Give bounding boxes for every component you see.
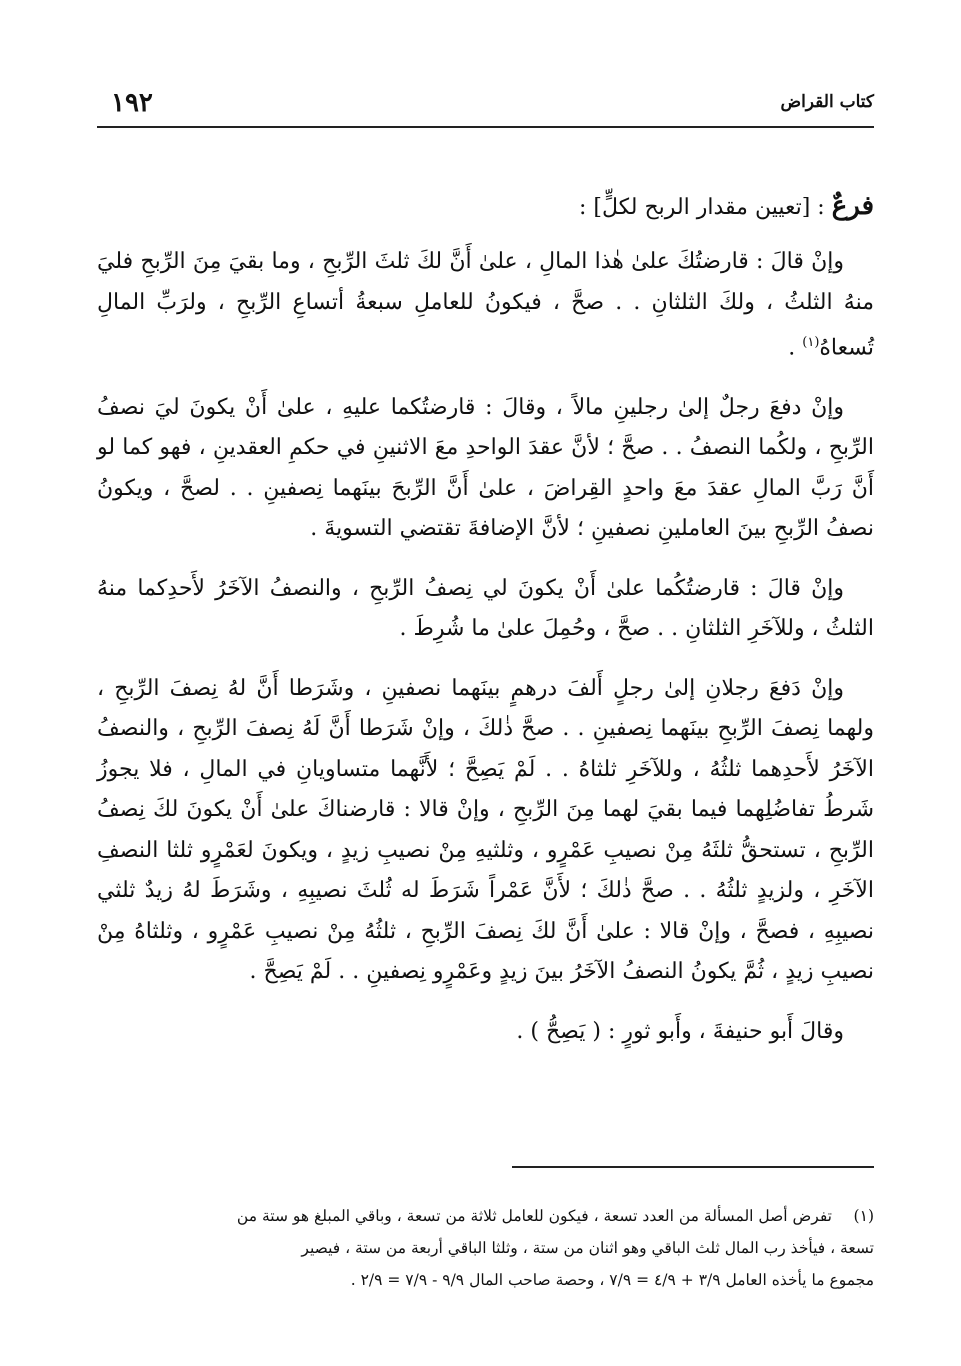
paragraph-3-text: وإنْ قالَ : قارضتُكُما علىٰ أَنْ يكونَ لي نِصفُ الرِّبحِ ، والنصفُ الآخَرُ لأَحدِكما منهُ الثلثُ ، وللآخَرِ الثلثانِ . . صحَّ ، وحُمِلَ علىٰ ما شُرِطَ . bbox=[97, 575, 874, 642]
footnote-line-3-prefix: مجموع ما يأخذه العامل bbox=[725, 1271, 874, 1289]
footnote-math-worker-share: ٣/٩ + ٤/٩ = ٧/٩ bbox=[609, 1271, 721, 1289]
paragraph-4 bbox=[97, 669, 874, 993]
footnote-math-owner-share: ٩/٩ - ٧/٩ = ٢/٩ bbox=[360, 1271, 465, 1289]
section-heading bbox=[97, 186, 874, 228]
header-divider bbox=[97, 126, 874, 128]
footnote-line-1-text: تفرض أصل المسألة من العدد تسعة ، فيكون للعامل ثلاثة من تسعة ، وباقي المبلغ هو ستة من bbox=[236, 1207, 832, 1225]
main-text bbox=[97, 186, 874, 1062]
paragraph-3 bbox=[97, 569, 874, 650]
paragraph-5 bbox=[97, 1012, 874, 1053]
section-label: فرعٌ bbox=[831, 191, 874, 221]
footnote-divider bbox=[512, 1166, 874, 1168]
page-number: ١٩٢ bbox=[111, 88, 153, 118]
footnote-line-3 bbox=[97, 1264, 874, 1296]
footnote-line-2 bbox=[97, 1232, 874, 1264]
paragraph-1-tail: . bbox=[788, 335, 803, 361]
paragraph-2-text: وإنْ دفعَ رجلٌ إلىٰ رجلينِ مالاً ، وقالَ : قارضتُكما عليهِ ، علىٰ أَنْ يكونَ ليَ نصفُ الرِّبحِ ، ولكُما النصفُ . . صحَّ ؛ لأنَّ عقدَ الواحدِ معَ الاثنينِ في حكمِ العقدينِ ، فهو كما لو أَنَّ رَبَّ المالِ عقدَ معَ واحدٍ القِراضَ ، علىٰ أَنَّ الرِّبحَ بينَهما نِصفينِ . . لصحَّ ، ويكونُ نصفُ الرِّبحِ بينَ العاملينِ نصفينِ ؛ لأنَّ الإضافةَ تقتضي التسويةَ . bbox=[97, 394, 874, 542]
page-header bbox=[97, 84, 874, 124]
footnote-line-3-mid: ، وحصة صاحب المال bbox=[469, 1271, 605, 1289]
running-title: كتاب القراض bbox=[780, 92, 874, 112]
paragraph-1 bbox=[97, 242, 874, 369]
footnote-reference: (١) bbox=[802, 335, 820, 350]
paragraph-1-text: وإنْ قالَ : قارضتُكَ علىٰ هٰذا المالِ ، علىٰ أَنَّ لكَ ثلثَ الرِّبحِ ، وما بقيَ مِنَ الرِّبحِ فليَ منهُ الثلثُ ، ولكَ الثلثانِ . . صحَّ ، فيكونُ للعاملِ سبعةُ أتساعِ الرِّبحِ ، ولرَبِّ المالِ تُسعاهُ bbox=[97, 249, 874, 361]
footnote-line-1 bbox=[97, 1200, 874, 1232]
footnote-line-2-text: تسعة ، فيأخذ رب المال ثلث الباقي وهو اثنان من ستة ، وثلثا الباقي أربعة من ستة ، فيصير bbox=[301, 1239, 874, 1257]
section-title: : [تعيين مقدار الربح لكلٍّ] : bbox=[578, 195, 825, 220]
footnote-line-3-end: . bbox=[350, 1271, 356, 1289]
paragraph-5-text: وقالَ أَبو حنيفةَ ، وأَبو ثورٍ : ( يَصِحُّ ) . bbox=[516, 1018, 844, 1044]
footnote-number: (١) bbox=[853, 1207, 874, 1225]
paragraph-4-text: وإنْ دَفعَ رجلانِ إلىٰ رجلٍ أَلفَ درهمٍ بينَهما نصفينِ ، وشَرَطا أَنَّ لهُ نِصفَ الرِّبحِ ، ولهما نِصفَ الرِّبحِ بينَهما نِصفينِ . . صحَّ ذٰلكَ ، وإنْ شَرَطا أَنَّ لَهُ نِصفَ الرِّبحِ ، والنصفُ الآخَرُ لأَحدِهما ثلثُهُ ، وللآخَرِ ثلثاهُ . . لَمْ يَصِحَّ ؛ لأَنَّهما متساويانِ في المالِ ، فلا يجوزُ شَرطُ تفاضُلِهما فيما بقيَ لهما مِنَ الرِّبحِ ، وإنْ قالا : قارضناكَ علىٰ أَنْ يكونَ لكَ نِصفُ الرِّبحِ ، تستحقُّ ثلثَهُ مِنْ نصيبِ عَمْرٍو ، وثلثيهِ مِنْ نصيبِ زيدٍ ، ويكونَ لعَمْرٍو ثلثا النصفِ الآخَرِ ، ولزيدٍ ثلثُهُ . . صحَّ ذٰلكَ ؛ لأَنَّ عَمْراً شَرَطَ له ثُلثَ نصيبِهِ ، وشَرَطَ لهُ زيدٌ ثلثي نصيبِهِ ، فصحَّ ، وإنْ قالا : علىٰ أَنَّ لكَ نِصفَ الرِّبحِ ، ثلثُهُ مِنْ نصيبِ عَمْرٍو ، وثلثاهُ مِنْ نصيبِ زيدٍ ، ثُمَّ يكونُ النصفُ الآخَرُ بينَ زيدٍ وعَمْرٍو نِصفينِ . . لَمْ يَصِحَّ . bbox=[97, 675, 875, 985]
paragraph-2 bbox=[97, 388, 874, 550]
footnote bbox=[97, 1200, 874, 1296]
